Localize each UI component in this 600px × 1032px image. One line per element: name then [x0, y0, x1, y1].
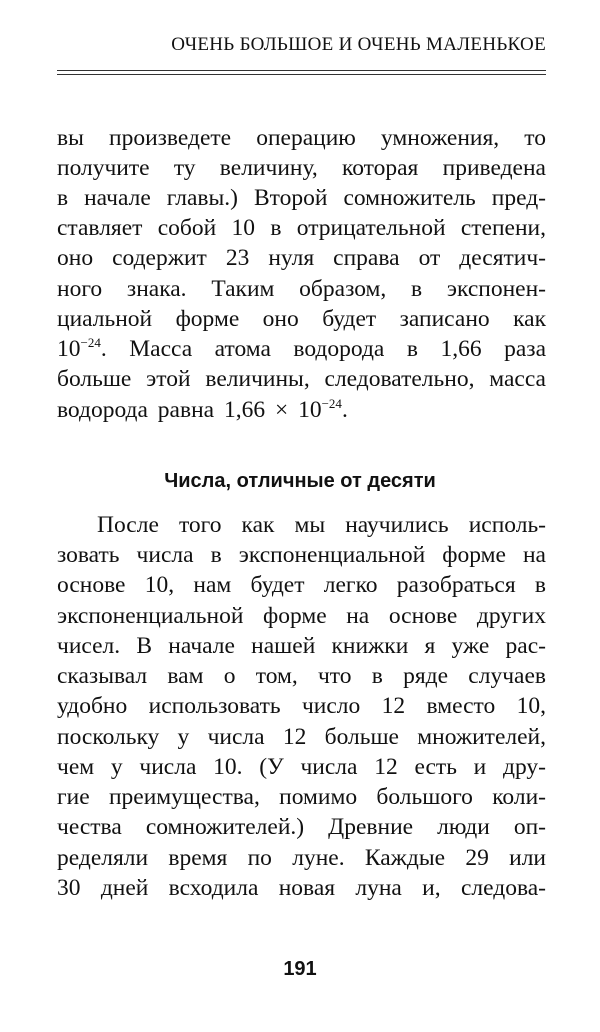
text-line: зовать числа в экспоненциальной форме на: [57, 542, 546, 568]
text-line: циальной форме оно будет записано как: [57, 306, 546, 332]
section-heading: Числа, отличные от десяти: [164, 470, 436, 492]
text-span: .: [341, 397, 348, 423]
text-line: ставляет собой 10 в отрицательной степени,: [57, 215, 546, 241]
text-line: После того как мы научились исполь-: [97, 512, 546, 538]
text-line: поскольку у числа 12 больше множителей,: [57, 724, 546, 750]
text-line: получите ту величину, которая приведена: [57, 155, 546, 181]
header-rule: [57, 70, 546, 71]
text-line: оно содержит 23 нуля справа от десятич-: [57, 245, 546, 271]
text-line: [57, 396, 348, 424]
text-line: чем у числа 10. (У числа 12 есть и дру-: [57, 754, 546, 780]
exponent: −24: [321, 396, 342, 411]
text-line: 30 дней всходила новая луна и, следова-: [57, 875, 546, 901]
running-header: ОЧЕНЬ БОЛЬШОЕ И ОЧЕНЬ МАЛЕНЬКОЕ: [171, 34, 546, 55]
text-line: экспоненциальной форме на основе других: [57, 603, 546, 629]
text-line: основе 10, нам будет легко разобраться в: [57, 572, 546, 598]
exponent: −24: [80, 335, 101, 350]
power-base: 10: [57, 336, 81, 362]
text-span: водорода равна 1,66 × 10: [57, 397, 322, 423]
text-line: ного знака. Таким образом, в экспонен-: [57, 276, 546, 302]
header-rule: [57, 74, 546, 75]
page-number: 191: [283, 958, 317, 980]
text-line: удобно использовать число 12 вместо 10,: [57, 693, 546, 719]
text-line: вы произведете операцию умножения, то: [57, 125, 546, 151]
text-line: [57, 335, 546, 363]
text-line: чисел. В начале нашей книжки я уже рас-: [57, 633, 546, 659]
text-line: в начале главы.) Второй сомножитель пред-: [57, 185, 546, 211]
text-line: чества сомножителей.) Древние люди оп-: [57, 814, 546, 840]
text-line: больше этой величины, следовательно, масса: [57, 366, 546, 392]
text-line: сказывал вам о том, что в ряде случаев: [57, 663, 546, 689]
text-span: . Масса атома водорода в 1,66 раза: [100, 336, 546, 362]
text-line: ределяли время по луне. Каждые 29 или: [57, 845, 546, 871]
text-line: гие преимущества, помимо большого коли-: [57, 784, 546, 810]
